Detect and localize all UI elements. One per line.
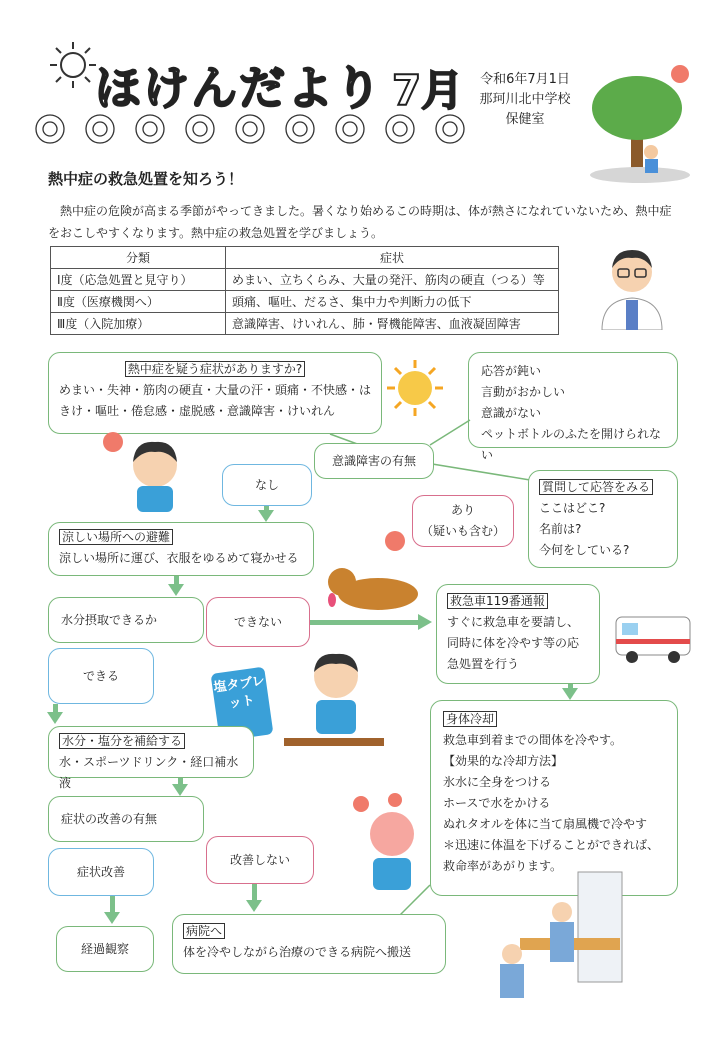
cannot-box <box>206 597 310 647</box>
suspect-title: 熱中症を疑う症状がありますか? <box>125 361 305 377</box>
ask-item: 名前は? <box>539 522 582 536</box>
table-cell: Ⅱ度（医療機関へ） <box>51 291 226 313</box>
newsletter-title: ほけんだより <box>95 61 383 115</box>
hospital-title: 病院へ <box>183 923 225 939</box>
intro-text: 熱中症の危険が高まる季節がやってきました。暑くなり始めるこの時期は、体が熱さになれていないため、熱中症をおこしやすくなります。熱中症の救急処置を学びましょう。 <box>48 204 672 240</box>
hydrate-title: 水分・塩分を補給する <box>59 733 185 749</box>
water-question: 水分摂取できるか <box>61 613 158 627</box>
arrow-head <box>418 614 432 630</box>
ambulance-illustration <box>612 605 694 665</box>
consciousness-check-label: 意識障害の有無 <box>331 454 416 468</box>
table-cell: Ⅲ度（入院加療） <box>51 313 226 335</box>
can-box <box>48 648 154 704</box>
improved-label: 症状改善 <box>76 865 125 879</box>
none-label: なし <box>254 478 279 492</box>
dizzy-boy-illustration <box>95 420 195 520</box>
cooling-title: 身体冷却 <box>443 711 497 727</box>
cannot-label: できない <box>233 615 282 629</box>
hospital-body: 体を冷やしながら治療のできる病院へ搬送 <box>183 945 412 959</box>
table-cell: Ⅰ度（応急処置と見守り） <box>51 269 226 291</box>
school-name: 那珂川北中学校 <box>479 92 571 107</box>
sun-icon-small <box>378 524 412 558</box>
cool-title: 涼しい場所への避難 <box>59 529 173 545</box>
section-title: 熱中症の救急処置を知ろう！ <box>48 170 244 188</box>
water-question-box <box>48 597 204 643</box>
sign-item: 言動がおかしい <box>481 385 566 399</box>
ask-item: ここはどこ? <box>539 501 606 515</box>
ambulance-body: すぐに救急車を要請し、同時に体を冷やす等の応急処置を行う <box>447 615 580 671</box>
not-improved-label: 改善しない <box>229 853 290 867</box>
office-name: 保健室 <box>505 112 545 127</box>
none-box <box>222 464 312 506</box>
arrow-head <box>172 784 188 796</box>
hydrate-box <box>48 726 254 790</box>
table-header: 症状 <box>226 247 559 269</box>
ask-title: 質問して応答をみる <box>539 479 653 495</box>
tired-dog-illustration <box>318 560 424 620</box>
cooling-method: 氷水に全身をつける <box>443 775 552 789</box>
present-label: あり <box>450 503 475 517</box>
hospital-box <box>172 914 446 974</box>
not-improved-box <box>206 836 314 884</box>
improved-box <box>48 848 154 896</box>
salt-tablet-label: 塩タブレット <box>212 673 266 712</box>
cooling-method: ぬれタオルを体に当て扇風機で冷やす <box>443 817 648 831</box>
table-cell: 頭痛、嘔吐、だるさ、集中力や判断力の低下 <box>226 291 559 313</box>
arrow-head <box>47 712 63 724</box>
cooling-method: ホースで水をかける <box>443 796 551 810</box>
ambulance-box <box>436 584 600 684</box>
sign-item: 意識がない <box>481 406 542 420</box>
arrow-head <box>168 584 184 596</box>
ask-item: 今何をしている? <box>539 543 630 557</box>
cool-body: 涼しい場所に運び、衣服をゆるめて寝かせる <box>59 551 299 565</box>
observe-box <box>56 926 154 972</box>
stretcher-illustration <box>490 868 640 1000</box>
table-cell: めまい、立ちくらみ、大量の発汗、筋肉の硬直（つる）等 <box>226 269 559 291</box>
consciousness-check-box <box>314 443 434 479</box>
issue-date: 令和6年7月1日 <box>480 72 570 87</box>
observe-label: 経過観察 <box>80 942 129 956</box>
cool-place-box <box>48 522 314 576</box>
cooling-body: 救急車到着までの間体を冷やす。 <box>443 733 623 747</box>
improve-question: 症状の改善の有無 <box>61 812 158 826</box>
arrow-head <box>258 510 274 522</box>
drinking-boy-illustration <box>280 648 390 768</box>
sign-item: 応答が鈍い <box>481 364 542 378</box>
cooling-note: ＊迅速に体温を下げることができれば、救命率があがります。 <box>443 838 660 873</box>
table-cell: 意識障害、けいれん、肺・腎機能障害、血液凝固障害 <box>226 313 559 335</box>
body-cooling-box <box>430 700 678 896</box>
hydrate-body: 水・スポーツドリンク・経口補水液 <box>59 755 239 790</box>
arrow-to-ambulance <box>310 620 420 625</box>
arrow-head <box>104 912 120 924</box>
arrow-head <box>246 900 262 912</box>
cooling-boy-illustration <box>345 792 440 907</box>
table-header: 分類 <box>51 247 226 269</box>
newsletter-month: 7月 <box>392 66 464 115</box>
arrow-head <box>562 688 578 700</box>
improve-question-box <box>48 796 204 842</box>
present-note: （疑いも含む） <box>420 524 505 538</box>
sign-item: ペットボトルのふたを開けられない <box>481 427 662 462</box>
can-label: できる <box>82 669 119 683</box>
ambulance-title: 救急車119番通報 <box>447 593 548 609</box>
ask-box <box>528 470 678 568</box>
suspect-body: めまい・失神・筋肉の硬直・大量の汗・頭痛・不快感・はきけ・嘔吐・倦怠感・虚脱感・意識障害・けいれん <box>59 383 372 418</box>
present-box <box>412 495 514 547</box>
cooling-methods-title: 【効果的な冷却方法】 <box>443 754 564 768</box>
